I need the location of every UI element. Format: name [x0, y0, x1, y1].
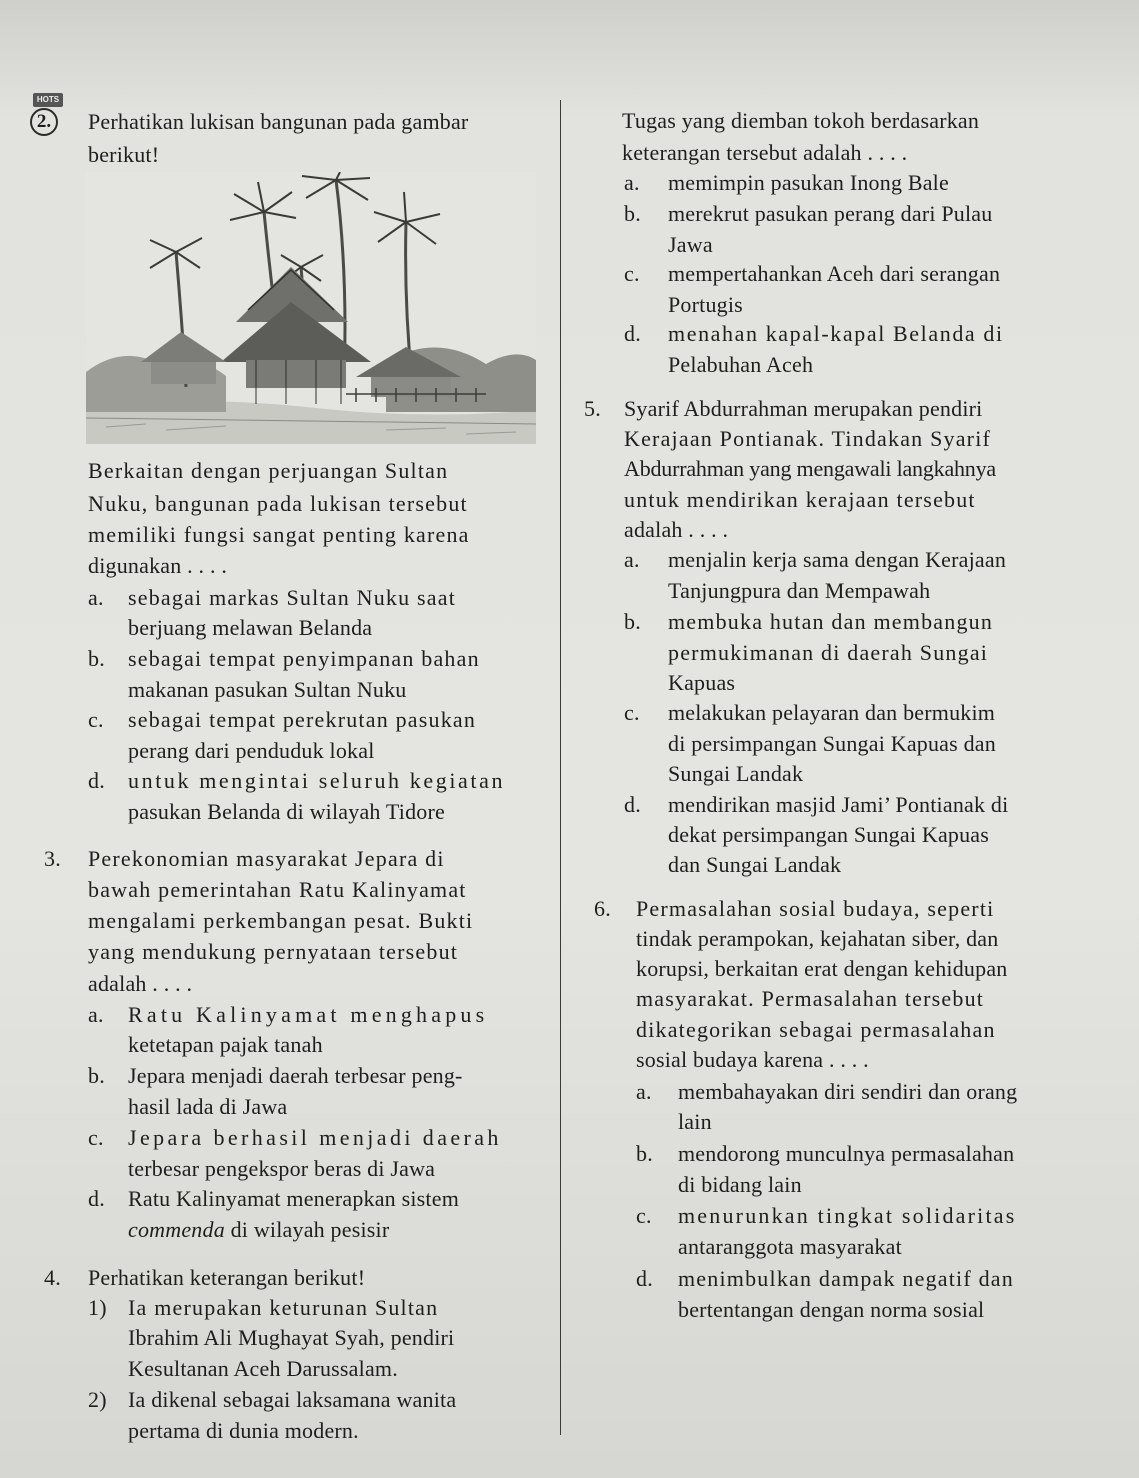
q3-line4: yang mendukung pernyataan tersebut [88, 939, 459, 964]
q6-line4: masyarakat. Permasalahan tersebut [636, 986, 985, 1011]
q6-option-c-line2: antaranggota masyarakat [678, 1234, 902, 1259]
q4-option-d-line2: Pelabuhan Aceh [668, 352, 814, 377]
q4-cont-line2: keterangan tersebut adalah . . . . [622, 140, 908, 165]
q3-option-d-line1: Ratu Kalinyamat menerapkan sistem [128, 1186, 460, 1211]
q6-line1: Permasalahan sosial budaya, seperti [636, 896, 995, 921]
q3-line2: bawah pemerintahan Ratu Kalinyamat [88, 877, 467, 902]
q3-option-d-italic-term: commenda [128, 1217, 225, 1242]
q6-option-a-line1: membahayakan diri sendiri dan orang [678, 1079, 1018, 1104]
q4-option-b-line1: merekrut pasukan perang dari Pulau [668, 201, 993, 226]
q2-option-c-line2: perang dari penduduk lokal [128, 738, 375, 763]
q6-option-d-line1: menimbulkan dampak negatif dan [678, 1266, 1014, 1291]
q2-option-b-line1: sebagai tempat penyimpanan bahan [128, 646, 480, 671]
q3-option-a-letter: a. [88, 1002, 104, 1027]
q2-prompt-line2: berikut! [88, 142, 160, 167]
q3-option-a-line1: Ratu Kalinyamat menghapus [128, 1002, 489, 1027]
q5-option-a-letter: a. [624, 547, 640, 572]
q3-line1: Perekonomian masyarakat Jepara di [88, 846, 445, 871]
q5-option-c-line2: di persimpangan Sungai Kapuas dan [668, 731, 996, 756]
q3-option-b-line2: hasil lada di Jawa [128, 1094, 288, 1119]
q6-option-b-line1: mendorong munculnya permasalahan [678, 1141, 1015, 1166]
q3-option-c-letter: c. [88, 1125, 104, 1150]
q3-option-d-letter: d. [88, 1186, 105, 1211]
q2-prompt-line1: Perhatikan lukisan bangunan pada gambar [88, 109, 469, 134]
question-5-number: 5. [584, 396, 601, 421]
q2-body-line3: memiliki fungsi sangat penting karena [88, 522, 470, 547]
q6-line2: tindak perampokan, kejahatan siber, dan [636, 926, 999, 951]
q6-option-c-letter: c. [636, 1203, 652, 1228]
q4-item-2-line2: pertama di dunia modern. [128, 1418, 359, 1443]
q4-cont-line1: Tugas yang diemban tokoh berdasarkan [622, 108, 980, 133]
q5-line3: Abdurrahman yang mengawali langkahnya [624, 456, 996, 481]
q4-option-a-line1: memimpin pasukan Inong Bale [668, 170, 949, 195]
q5-option-d-letter: d. [624, 792, 641, 817]
q3-line5: adalah . . . . [88, 971, 193, 996]
q5-option-d-line3: dan Sungai Landak [668, 852, 842, 877]
q4-option-d-line1: menahan kapal-kapal Belanda di [668, 321, 1004, 346]
q2-body-line4: digunakan . . . . [88, 553, 228, 578]
q6-option-d-letter: d. [636, 1266, 653, 1291]
q2-option-c-letter: c. [88, 707, 104, 732]
q5-line5: adalah . . . . [624, 517, 729, 542]
q2-option-b-letter: b. [88, 646, 105, 671]
q6-line3: korupsi, berkaitan erat dengan kehidupan [636, 956, 1008, 981]
q5-option-a-line2: Tanjungpura dan Mempawah [668, 578, 931, 603]
q2-option-d-line1: untuk mengintai seluruh kegiatan [128, 768, 506, 793]
q2-option-a-line1: sebagai markas Sultan Nuku saat [128, 585, 457, 610]
q2-option-a-line2: berjuang melawan Belanda [128, 615, 373, 640]
q2-option-d-letter: d. [88, 768, 105, 793]
q3-option-b-line1: Jepara menjadi daerah terbesar peng- [128, 1063, 463, 1088]
q6-line5: dikategorikan sebagai permasalahan [636, 1017, 996, 1042]
q5-line4: untuk mendirikan kerajaan tersebut [624, 487, 976, 512]
q4-prompt: Perhatikan keterangan berikut! [88, 1265, 366, 1290]
q3-option-c-line2: terbesar pengekspor beras di Jawa [128, 1156, 436, 1181]
q3-line3: mengalami perkembangan pesat. Bukti [88, 908, 474, 933]
q2-body-line2: Nuku, bangunan pada lukisan tersebut [88, 491, 468, 516]
q5-option-c-line3: Sungai Landak [668, 761, 804, 786]
q4-item-1-marker: 1) [88, 1295, 107, 1320]
building-engraving-image [86, 172, 536, 444]
q3-option-c-line1: Jepara berhasil menjadi daerah [128, 1125, 502, 1150]
q5-option-b-letter: b. [624, 609, 641, 634]
q5-option-b-line3: Kapuas [668, 670, 736, 695]
q2-option-b-line2: makanan pasukan Sultan Nuku [128, 677, 407, 702]
q4-option-d-letter: d. [624, 321, 641, 346]
q4-item-1-line3: Kesultanan Aceh Darussalam. [128, 1356, 398, 1381]
q4-item-2-line1: Ia dikenal sebagai laksamana wanita [128, 1387, 457, 1412]
q4-option-b-letter: b. [624, 201, 641, 226]
q2-option-c-line1: sebagai tempat perekrutan pasukan [128, 707, 477, 732]
q6-option-a-line2: lain [678, 1109, 712, 1134]
question-3-number: 3. [44, 846, 61, 871]
q6-option-b-line2: di bidang lain [678, 1172, 802, 1197]
q3-option-d-line2-rest: di wilayah pesisir [224, 1217, 390, 1242]
q5-option-c-letter: c. [624, 700, 640, 725]
q6-line6: sosial budaya karena . . . . [636, 1047, 869, 1072]
q3-option-d-line2 [128, 1216, 389, 1244]
q5-option-a-line1: menjalin kerja sama dengan Kerajaan [668, 547, 1007, 572]
q4-option-b-line2: Jawa [668, 232, 713, 257]
hots-badge: HOTS [33, 93, 63, 107]
q5-option-b-line1: membuka hutan dan membangun [668, 609, 994, 634]
q6-option-a-letter: a. [636, 1079, 652, 1104]
q4-item-1-line1: Ia merupakan keturunan Sultan [128, 1295, 439, 1320]
q3-option-b-letter: b. [88, 1063, 105, 1088]
q5-line1: Syarif Abdurrahman merupakan pendiri [624, 396, 983, 421]
q4-option-a-letter: a. [624, 170, 640, 195]
question-2-number: 2. [30, 108, 58, 136]
q4-option-c-line2: Portugis [668, 292, 743, 317]
q6-option-b-letter: b. [636, 1141, 653, 1166]
q2-body-line1: Berkaitan dengan perjuangan Sultan [88, 458, 449, 483]
q5-line2: Kerajaan Pontianak. Tindakan Syarif [624, 426, 992, 451]
q4-option-c-letter: c. [624, 261, 640, 286]
q5-option-d-line2: dekat persimpangan Sungai Kapuas [668, 822, 990, 847]
q2-option-a-letter: a. [88, 585, 104, 610]
q6-option-d-line2: bertentangan dengan norma sosial [678, 1297, 985, 1322]
column-divider [560, 100, 561, 1435]
q3-option-a-line2: ketetapan pajak tanah [128, 1032, 323, 1057]
q4-item-1-line2: Ibrahim Ali Mughayat Syah, pendiri [128, 1325, 455, 1350]
q4-option-c-line1: mempertahankan Aceh dari serangan [668, 261, 1001, 286]
q4-item-2-marker: 2) [88, 1387, 107, 1412]
q2-option-d-line2: pasukan Belanda di wilayah Tidore [128, 799, 445, 824]
q5-option-d-line1: mendirikan masjid Jami’ Pontianak di [668, 792, 1009, 817]
question-4-number: 4. [44, 1265, 61, 1290]
q6-option-c-line1: menurunkan tingkat solidaritas [678, 1203, 1017, 1228]
question-6-number: 6. [594, 896, 611, 921]
q5-option-c-line1: melakukan pelayaran dan bermukim [668, 700, 996, 725]
q5-option-b-line2: permukimanan di daerah Sungai [668, 640, 989, 665]
